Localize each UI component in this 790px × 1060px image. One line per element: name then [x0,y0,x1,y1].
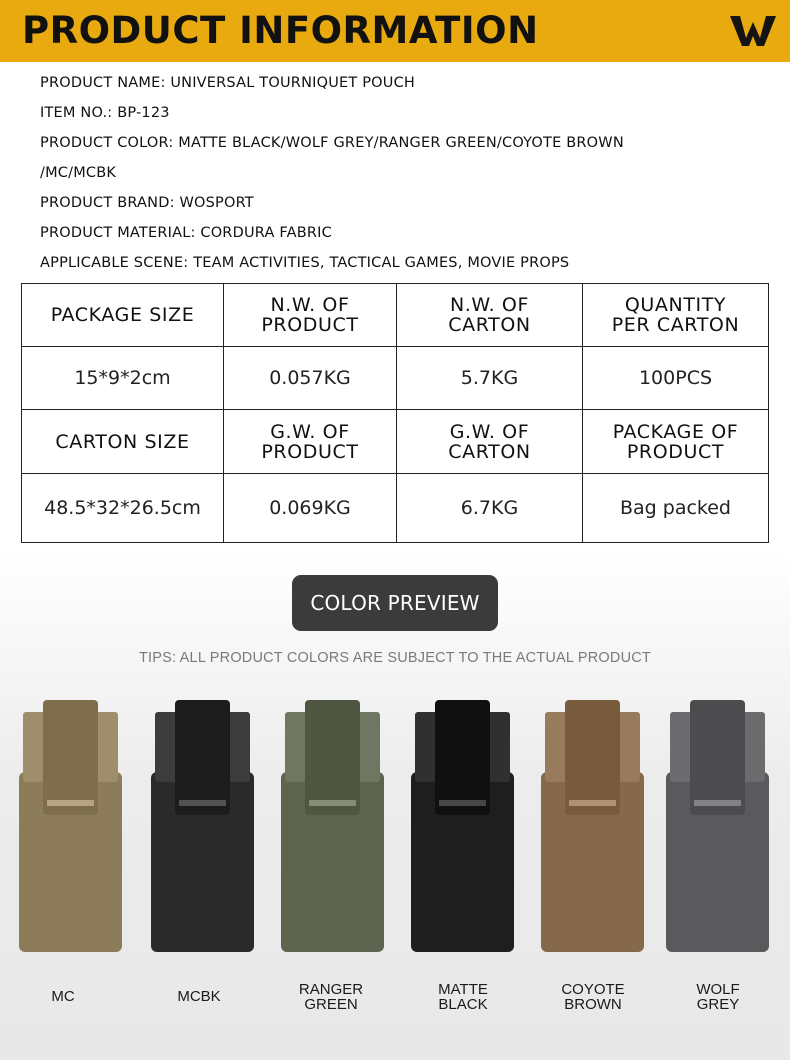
color-label-line: MATTE [438,981,488,998]
color-label-line: COYOTE [561,981,625,998]
product-info [40,73,760,283]
color-label-line: WOLF [696,981,740,998]
ws-logo-icon [728,10,778,50]
tips-text: TIPS: ALL PRODUCT COLORS ARE SUBJECT TO THE ACTUAL PRODUCT [139,650,651,666]
table-row [22,284,769,347]
pouch-swatch [535,700,650,955]
header-bar [0,0,790,62]
pouch-image [535,700,650,955]
gw-product-value: 0.069KG [224,474,397,543]
color-label-line: BLACK [438,996,488,1013]
package-size-header: PACKAGE SIZE [22,284,224,347]
package-value: Bag packed [583,474,769,543]
nw-product-value: 0.057KG [224,347,397,410]
color-label-line: BROWN [564,996,622,1013]
color-label [134,989,264,1004]
pouch-strap [305,700,360,815]
table-row [22,347,769,410]
pouch-swatch [275,700,390,955]
pouch-strap [435,700,490,815]
color-label-line: RANGER [298,981,364,998]
pouch-strap [43,700,98,815]
nw-product-header: N.W. OF PRODUCT [224,284,397,347]
package-header: PACKAGE OF PRODUCT [583,410,769,474]
item-number: ITEM NO.: BP-123 [40,105,170,121]
pouch-strap [690,700,745,815]
pouch-pull-tab [439,800,486,806]
pouch-strap [175,700,230,815]
product-color-continued: /MC/MCBK [40,165,117,181]
pouch-pull-tab [569,800,616,806]
applicable-scene: APPLICABLE SCENE: TEAM ACTIVITIES, TACTICAL GAMES, MOVIE PROPS [40,255,570,271]
product-name: PRODUCT NAME: UNIVERSAL TOURNIQUET POUCH [40,75,416,91]
pouch-swatch [13,700,128,955]
pouch-image [13,700,128,955]
color-label-line: GREEN [304,996,358,1013]
color-label [266,982,396,1012]
table-row [22,474,769,543]
pouch-image [405,700,520,955]
color-label [0,989,128,1004]
product-brand: PRODUCT BRAND: WOSPORT [40,195,254,211]
color-label [528,982,658,1012]
pouch-pull-tab [179,800,226,806]
pouch-pull-tab [694,800,741,806]
product-material: PRODUCT MATERIAL: CORDURA FABRIC [40,225,332,241]
pouch-image [275,700,390,955]
pouch-strap [565,700,620,815]
nw-carton-header: N.W. OF CARTON [397,284,583,347]
quantity-value: 100PCS [583,347,769,410]
color-preview-button[interactable]: COLOR PREVIEW [292,575,498,631]
product-color: PRODUCT COLOR: MATTE BLACK/WOLF GREY/RANGER GREEN/COYOTE BROWN [40,135,624,151]
pouch-pull-tab [309,800,356,806]
gw-product-header: G.W. OF PRODUCT [224,410,397,474]
gw-carton-value: 6.7KG [397,474,583,543]
color-label [398,982,528,1012]
gw-carton-header: G.W. OF CARTON [397,410,583,474]
pouch-swatch [145,700,260,955]
spec-table [21,283,769,543]
nw-carton-value: 5.7KG [397,347,583,410]
color-label-line: MCBK [177,988,221,1005]
page-title: PRODUCT INFORMATION [22,9,539,52]
carton-size-value: 48.5*32*26.5cm [22,474,224,543]
color-label-line: MC [51,988,75,1005]
pouch-image [145,700,260,955]
package-size-value: 15*9*2cm [22,347,224,410]
pouch-image [660,700,775,955]
color-label-line: GREY [696,996,740,1013]
table-row [22,410,769,474]
carton-size-header: CARTON SIZE [22,410,224,474]
quantity-header: QUANTITY PER CARTON [583,284,769,347]
color-label [653,982,783,1012]
pouch-pull-tab [47,800,94,806]
pouch-swatch [405,700,520,955]
pouch-swatch [660,700,775,955]
